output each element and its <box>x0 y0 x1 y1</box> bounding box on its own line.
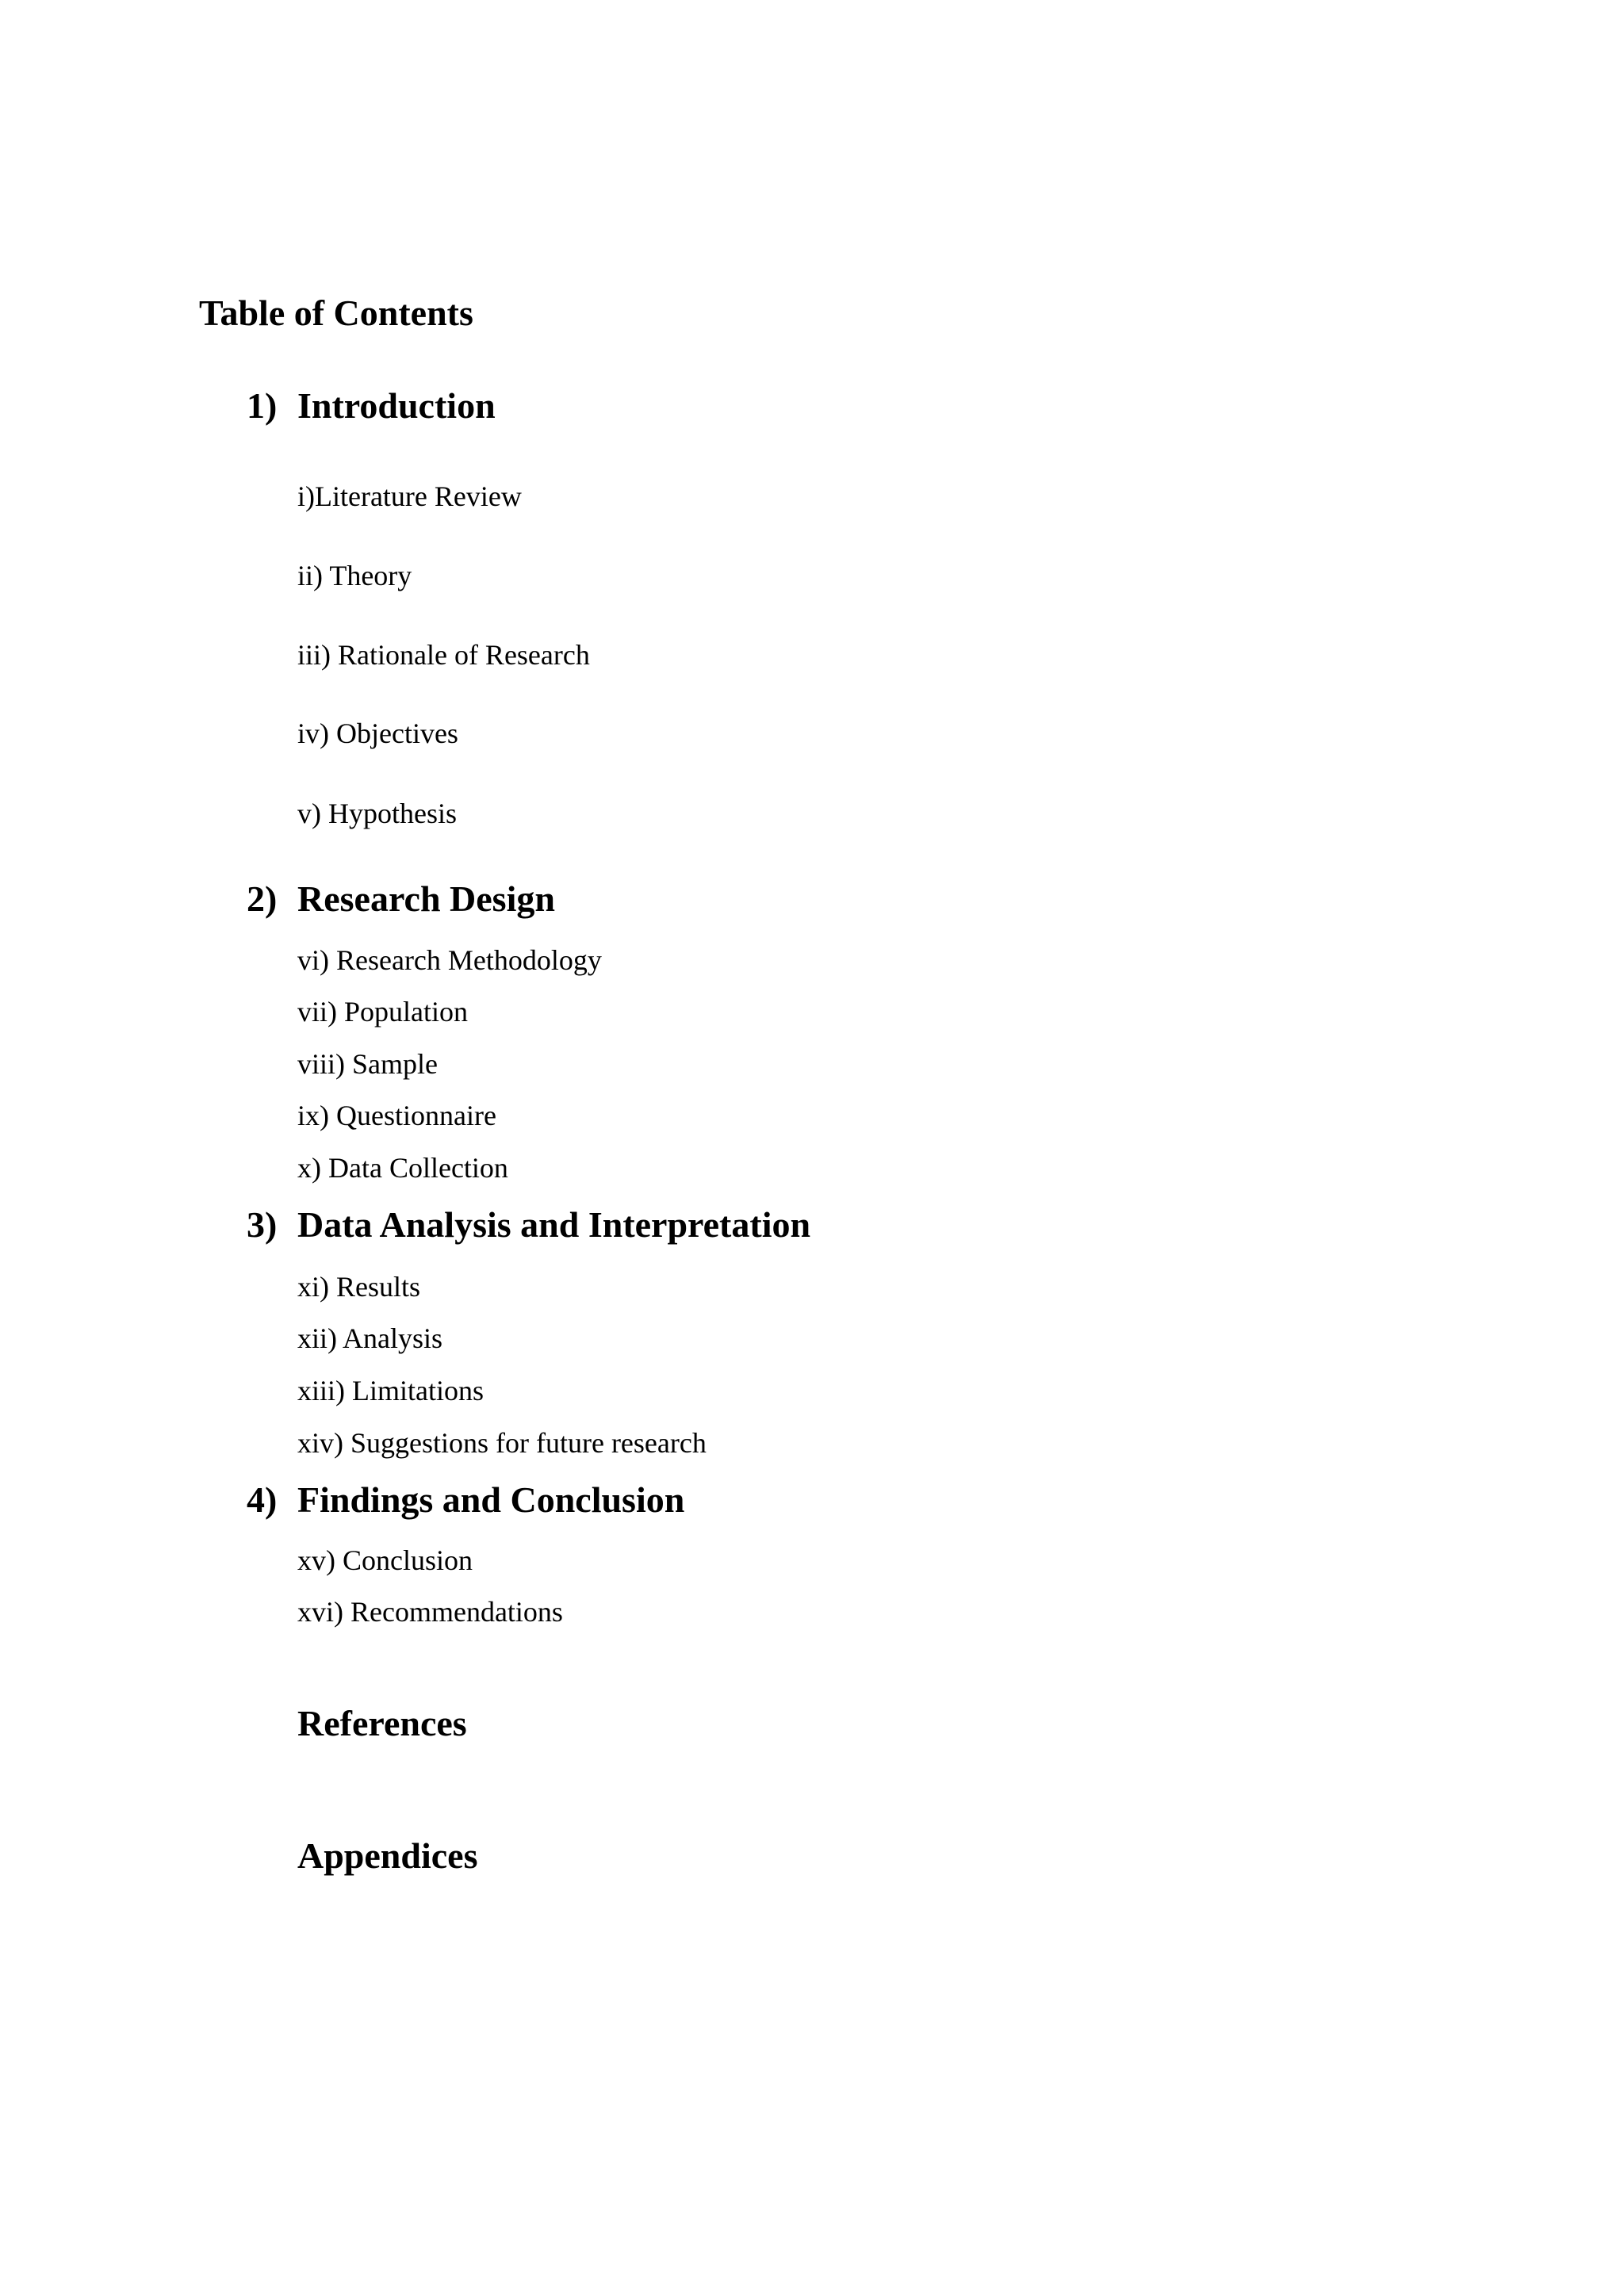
section-title-data-analysis: Data Analysis and Interpretation <box>297 1204 811 1245</box>
toc-item: viii) Sample <box>297 1048 438 1080</box>
toc-item: xii) Analysis <box>297 1322 443 1354</box>
toc-item: iv) Objectives <box>297 718 458 749</box>
toc-title: Table of Contents <box>199 293 473 333</box>
toc-item: vii) Population <box>297 996 468 1027</box>
toc-item: v) Hypothesis <box>297 798 457 829</box>
section-number: 4) <box>247 1479 278 1520</box>
toc-item: ii) Theory <box>297 560 412 591</box>
toc-item: x) Data Collection <box>297 1152 508 1184</box>
toc-item: xiii) Limitations <box>297 1375 484 1406</box>
toc-item: xi) Results <box>297 1271 421 1303</box>
section-number: 1) <box>247 385 278 426</box>
toc-item: i)Literature Review <box>297 480 522 512</box>
toc-item: xv) Conclusion <box>297 1544 473 1576</box>
toc-item: iii) Rationale of Research <box>297 639 590 671</box>
section-number: 3) <box>247 1204 278 1245</box>
section-title-research-design: Research Design <box>297 878 555 919</box>
section-title-findings: Findings and Conclusion <box>297 1479 685 1520</box>
toc-item: xiv) Suggestions for future research <box>297 1427 707 1459</box>
toc-item: xvi) Recommendations <box>297 1596 563 1628</box>
section-title-introduction: Introduction <box>297 385 496 426</box>
toc-appendices: Appendices <box>297 1835 478 1876</box>
toc-references: References <box>297 1703 467 1743</box>
toc-item: ix) Questionnaire <box>297 1100 496 1131</box>
toc-item: vi) Research Methodology <box>297 944 602 976</box>
section-number: 2) <box>247 878 278 919</box>
